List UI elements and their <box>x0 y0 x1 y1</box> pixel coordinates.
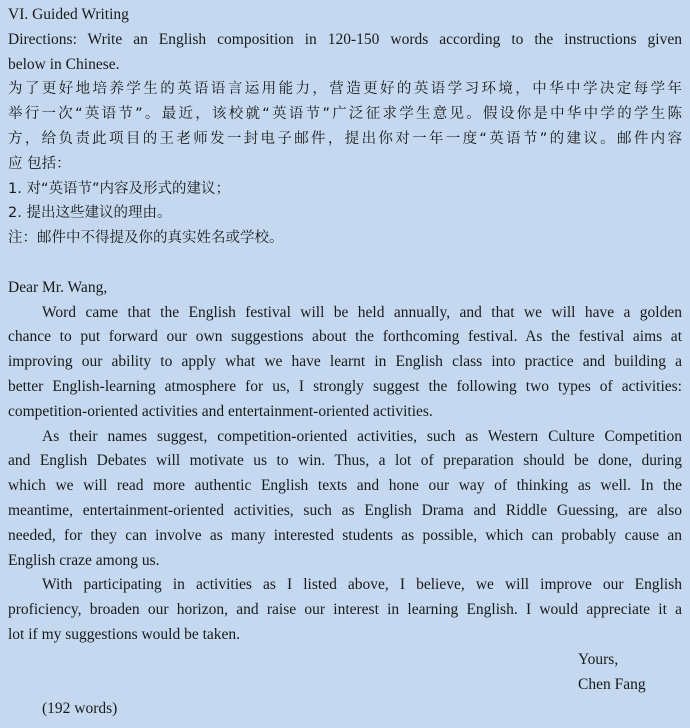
paragraph-1-line-2: chance to put forward our own suggestions about the forthcoming festival. As the festival aims at <box>8 328 682 346</box>
letter-salutation: Dear Mr. Wang, <box>8 278 108 296</box>
section-title: VI. Guided Writing <box>8 6 129 23</box>
requirement-1: 1. 对“英语节”内容及形式的建议； <box>8 180 230 197</box>
chinese-prompt-line-2: 举行一次“英语节”。最近，该校就“英语节”广泛征求学生意见。假设你是中华中学的学生陈 <box>8 106 682 123</box>
directions-line-1: Directions: Write an English composition in 120-150 words according to the instructions given <box>8 30 682 48</box>
paragraph-3-line-2: proficiency, broaden our horizon, and raise our interest in learning English. I would appreciate it a <box>8 601 682 619</box>
paragraph-1-line-4: better English-learning atmosphere for us, I strongly suggest the following two types of activities: <box>8 377 682 395</box>
paragraph-1-line-1: Word came that the English festival will be held annually, and that we will have a golden <box>42 303 682 321</box>
paragraph-3-line-1: With participating in activities as I listed above, I believe, we will improve our English <box>42 576 682 594</box>
paragraph-2-line-6: English craze among us. <box>8 551 160 569</box>
chinese-prompt-line-4: 应 包括： <box>8 155 71 172</box>
letter-signature: Chen Fang <box>578 675 646 693</box>
paragraph-2-line-5: needed, for they can involve as many interested students as possible, which can probably cause an <box>8 526 682 544</box>
chinese-prompt-line-1: 为了更好地培养学生的英语语言运用能力，营造更好的英语学习环境，中华中学决定每学年 <box>8 81 682 98</box>
requirement-note: 注：邮件中不得提及你的真实姓名或学校。 <box>8 230 284 247</box>
paragraph-1-line-3: improving our ability to apply what we have learnt in English class into practice and building a <box>8 353 682 371</box>
spacer <box>8 251 682 276</box>
paragraph-2-line-1: As their names suggest, competition-oriented activities, such as Western Culture Competition <box>42 427 682 445</box>
paragraph-1-line-5: competition-oriented activities and entertainment-oriented activities. <box>8 402 433 420</box>
paragraph-2-line-4: meantime, entertainment-oriented activities, such as English Drama and Riddle Guessing, are also <box>8 501 682 519</box>
paragraph-2-line-3: which we will read more authentic English texts and hone our way of thinking as well. In the <box>8 477 682 495</box>
word-count: (192 words) <box>42 700 118 718</box>
paragraph-2-line-2: and English Debates will motivate us to win. Thus, a lot of preparation should be done, during <box>8 452 682 470</box>
chinese-prompt-line-3: 方，给负责此项目的王老师发一封电子邮件，提出你对一年一度“英语节”的建议。邮件内容 <box>8 130 682 147</box>
directions-line-2: below in Chinese. <box>8 55 120 73</box>
letter-closing: Yours, <box>578 650 619 668</box>
paragraph-3-line-3: lot if my suggestions would be taken. <box>8 625 241 643</box>
requirement-2: 2. 提出这些建议的理由。 <box>8 205 172 222</box>
